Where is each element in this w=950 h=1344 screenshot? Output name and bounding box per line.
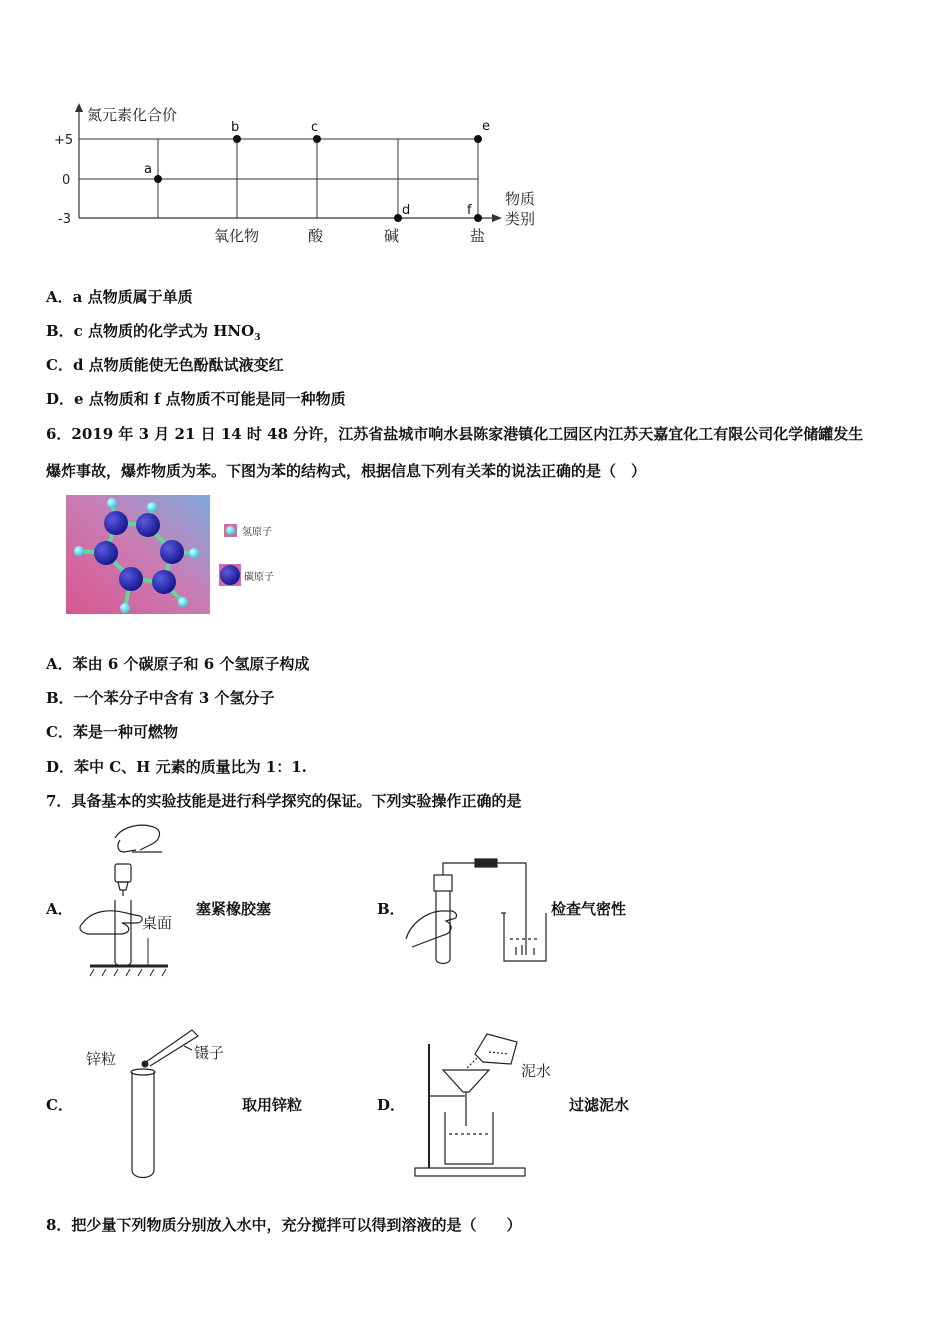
q6-option-b[interactable]: B．一个苯分子中含有 3 个氢分子	[46, 689, 275, 707]
q7-a-diagram-stopper	[70, 820, 180, 980]
chart-point-b	[233, 135, 241, 143]
q7-stem: 7．具备基本的实验技能是进行科学探究的保证。下列实验操作正确的是	[46, 792, 522, 810]
x-category-label: 氧化物	[214, 227, 260, 245]
q7-d-diagram-filtration	[405, 1030, 565, 1185]
x-category-label: 盐	[470, 227, 486, 245]
chart-point-c	[313, 135, 321, 143]
x-axis-label-line2: 类别	[505, 210, 536, 228]
q7-option-c-letter[interactable]: C．	[46, 1096, 73, 1114]
chart-point-f	[474, 214, 482, 222]
q7-option-d-caption: 过滤泥水	[569, 1096, 630, 1114]
q5-option-b[interactable]	[46, 320, 260, 343]
chart-point-label-f: f	[467, 203, 472, 218]
q7-option-c-caption: 取用锌粒	[242, 1096, 303, 1114]
mud-water-label: 泥水	[521, 1062, 552, 1080]
q7-option-d-letter[interactable]: D．	[377, 1096, 406, 1114]
chart-point-a	[154, 175, 162, 183]
q6-option-c[interactable]: C．苯是一种可燃物	[46, 723, 178, 741]
chart-point-label-b: b	[231, 120, 240, 135]
y-tick-label: +5	[54, 133, 74, 148]
y-tick-label: -3	[58, 212, 71, 227]
x-category-label: 碱	[384, 227, 400, 245]
q7-b-diagram-airtightness	[400, 855, 560, 970]
q7-option-b-caption: 检查气密性	[551, 900, 627, 918]
chart-point-label-c: c	[311, 120, 319, 135]
q7-option-a-caption: 塞紧橡胶塞	[196, 900, 272, 918]
q8-stem: 8．把少量下列物质分别放入水中，充分搅拌可以得到溶液的是（ ）	[46, 1216, 522, 1234]
tweezers-label: 镊子	[194, 1044, 225, 1062]
q5-option-b-subscript: 3	[254, 333, 261, 343]
q7-option-b-letter[interactable]: B．	[377, 900, 405, 918]
chart-point-label-d: d	[402, 203, 411, 218]
q6-option-a[interactable]: A．苯由 6 个碳原子和 6 个氢原子构成	[46, 655, 310, 673]
zinc-granule	[142, 1061, 149, 1068]
chart-point-label-e: e	[482, 119, 490, 134]
chart-point-label-a: a	[144, 162, 152, 177]
chart-point-d	[394, 214, 402, 222]
x-axis-label-line1: 物质	[505, 190, 536, 208]
q5-option-b-text: B．c 点物质的化学式为 HNO	[46, 322, 255, 340]
y-axis-label: 氮元素化合价	[87, 106, 178, 124]
q7-option-a-letter[interactable]: A．	[46, 900, 73, 918]
q6-stem-line1: 6．2019 年 3 月 21 日 14 时 48 分许，江苏省盐城市响水县陈家港镇化工园区内江苏天嘉宜化工有限公司化学储罐发生	[46, 425, 864, 443]
x-category-label: 酸	[308, 227, 324, 245]
q6-option-d[interactable]: D．苯中 C、H 元素的质量比为 1：1.	[46, 758, 307, 776]
y-tick-label: 0	[62, 173, 71, 188]
valence-chart	[40, 100, 560, 250]
zinc-label: 锌粒	[86, 1050, 117, 1068]
q5-option-c[interactable]: C．d 点物质能使无色酚酞试液变红	[46, 356, 284, 374]
q5-option-d[interactable]: D．e 点物质和 f 点物质不可能是同一种物质	[46, 390, 346, 408]
q7-c-diagram-zinc	[80, 1020, 240, 1185]
q6-stem-line2: 爆炸事故，爆炸物质为苯。下图为苯的结构式，根据信息下列有关苯的说法正确的是（ ）	[46, 462, 647, 480]
q5-option-a[interactable]: A．a 点物质属于单质	[46, 288, 193, 306]
benzene-figure	[66, 495, 281, 615]
carbon-legend-label: 碳原子	[244, 572, 274, 583]
desk-label: 桌面	[142, 914, 173, 932]
chart-point-e	[474, 135, 482, 143]
hydrogen-legend-label: 氢原子	[242, 527, 272, 538]
